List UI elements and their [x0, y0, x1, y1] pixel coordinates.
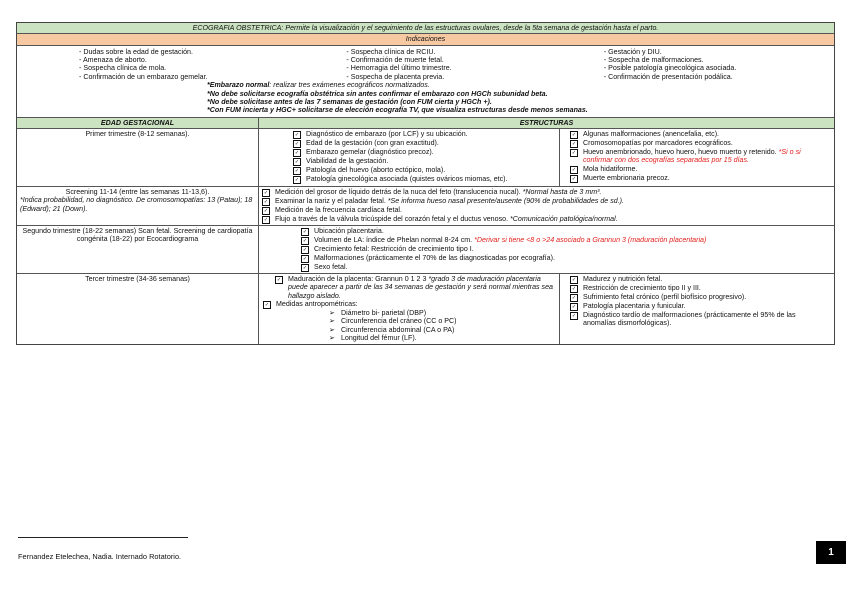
measure-item: ➢ Diámetro bi- parietal (DBP) [329, 309, 427, 318]
checkbox-icon: ✓ [302, 255, 308, 262]
checkbox-icon: ✓ [571, 294, 577, 301]
warning-note: *Derivar si tiene <8 o >24 asociado a Grannun 3 (maduración placentaria) [474, 235, 707, 244]
indication-item: - Gestación y DIU. [603, 47, 662, 56]
checkbox-icon: ✓ [571, 285, 577, 292]
list-item: ✓ Embarazo gemelar (diagnóstico precoz). [294, 147, 434, 156]
checkbox-icon: ✓ [571, 140, 577, 147]
header-gestational-age: EDAD GESTACIONAL [17, 118, 259, 128]
indication-item: - Confirmación de presentación podálica. [603, 72, 733, 81]
indication-item: - Hemorragia del último trimestre. [346, 64, 452, 73]
list-item: ✓ Patología placentaria y funicular. [571, 301, 686, 310]
list-item: ✓ Restricción de crecimiento tipo II y III. [571, 283, 701, 292]
list-item: ✓ Volumen de LA: índice de Phelan normal 8-24 cm. *Derivar si tiene <8 o >24 asociado a Grannun 3 (maduración placentaria) [302, 235, 707, 244]
list-item: ✓ Medidas antropométricas: [264, 300, 358, 309]
screening-items [259, 187, 834, 225]
footer-author: Fernandez Etelechea, Nadia. Internado Rotatorio. [18, 552, 182, 561]
title-label: ECOGRAFIA OBSTETRICA: [192, 24, 284, 32]
checkbox-icon: ✓ [294, 140, 300, 147]
indications-heading-row [17, 34, 834, 45]
indication-item: - Sospecha clínica de RCIU. [346, 47, 436, 56]
footer-divider [18, 537, 188, 538]
list-item: ✓ Mola hidatiforme. [571, 164, 638, 173]
note: *No debe solicitase antes de las 7 semanas de gestación (con FUM cierta y HGCh +). [207, 97, 492, 106]
list-item: ✓ Huevo anembrionado, huevo huero, huevo muerto y retenido. *Si o si confirmar con dos ecografías separadas por 15 días. [571, 147, 801, 165]
checkbox-icon: ✓ [263, 207, 269, 214]
first-trimester-right [560, 129, 834, 186]
list-item: ✓ Medición de la frecuencia cardíaca fetal. [263, 205, 402, 214]
indications-row [17, 46, 834, 118]
indications-col-2 [290, 48, 559, 81]
checkbox-icon: ✓ [302, 237, 308, 244]
indications-heading: Indicaciones [17, 34, 834, 44]
list-item: ✓ Sufrimiento fetal crónico (perfil biofísico progresivo). [571, 292, 747, 301]
indications-col-1 [21, 48, 290, 81]
indication-item: - Sospecha de malformaciones. [603, 56, 704, 65]
list-item: ✓ Cromosomopatías por marcadores ecográficos. [571, 138, 733, 147]
first-trimester-title: Primer trimestre (8-12 semanas). [17, 129, 259, 186]
list-item: ✓ Maduración de la placenta: Grannun 0 1 2 3 *grado 3 de maduración placentaria puede aparecer a partir de las 34 semanas de gestación y será normal mientras sea hallazgo aislado. [276, 274, 553, 300]
second-trimester-row [17, 226, 834, 274]
note: *Embarazo normal: realizar tres exámenes ecográficos normatizados. [207, 81, 430, 90]
checkbox-icon: ✓ [302, 246, 308, 253]
second-trimester-title: Segundo trimestre (18-22 semanas) Scan fetal. Screening de cardiopatía congénita (18-22) por Ecocardiograma [17, 226, 259, 273]
checkbox-icon: ✓ [294, 167, 300, 174]
measure-item: ➢ Circunferencia del cráneo (CC o PC) [329, 317, 457, 326]
checkbox-icon: ✓ [302, 264, 308, 271]
arrow-bullet-icon: ➢ [329, 334, 335, 343]
list-item: ✓ Madurez y nutrición fetal. [571, 274, 663, 283]
first-trimester-left [259, 129, 560, 186]
checkbox-icon: ✓ [571, 276, 577, 283]
title-row [17, 23, 834, 34]
checkbox-icon: ✓ [276, 276, 282, 283]
page-number: 1 [816, 541, 846, 564]
list-item: ✓ Examinar la nariz y el paladar fetal. *Se informa hueso nasal presente/ausente (90% de probabilidades de sd.). [263, 196, 624, 205]
list-item: ✓ Viabilidad de la gestación. [294, 156, 389, 165]
list-item: ✓ Medición del grosor de líquido detrás de la nuca del feto (translucencia nucal). *Normal hasta de 3 mm³. [263, 187, 602, 196]
checkbox-icon: ✓ [294, 158, 300, 165]
checkbox-icon: ✓ [294, 149, 300, 156]
indication-item: - Sospecha clínica de mola. [79, 64, 167, 73]
list-item: ✓ Crecimiento fetal: Restricción de crecimiento tipo I. [302, 244, 474, 253]
header-structures: ESTRUCTURAS [519, 118, 574, 127]
checkbox-icon: ✓ [294, 131, 300, 138]
arrow-bullet-icon: ➢ [329, 309, 335, 318]
third-trimester-row [17, 274, 834, 345]
arrow-bullet-icon: ➢ [329, 317, 335, 326]
list-item: ✓ Sexo fetal. [302, 262, 348, 271]
third-trimester-left [259, 274, 560, 345]
measure-item: ➢ Longitud del fémur (LF). [329, 334, 417, 343]
list-item: ✓ Malformaciones (prácticamente el 70% de las diagnosticadas por ecografía). [302, 253, 555, 262]
indication-item: - Sospecha de placenta previa. [346, 72, 445, 81]
checkbox-icon: ✓ [571, 303, 577, 310]
list-item: ✓ Patología ginecológica asociada (quistes ováricos miomas, etc). [294, 174, 508, 183]
warning-note: *Si o si confirmar con dos ecografías separadas por 15 días. [583, 147, 801, 165]
third-trimester-title: Tercer trimestre (34-36 semanas) [17, 274, 259, 345]
arrow-bullet-icon: ➢ [329, 325, 335, 334]
checkbox-icon: ✓ [302, 228, 308, 235]
obstetric-ultrasound-table [16, 22, 835, 345]
list-item: ✓ Ubicación placentaria. [302, 226, 384, 235]
table-header-row [17, 118, 834, 129]
checkbox-icon: ✓ [571, 166, 577, 173]
measure-item: ➢ Circunferencia abdominal (CA o PA) [329, 325, 455, 334]
indication-item: - Posible patología ginecológica asociada. [603, 64, 737, 73]
list-item: ✓ Flujo a través de la válvula tricúspide del corazón fetal y el ductus venoso. *Comunicación patológica/normal. [263, 214, 618, 223]
list-item: ✓ Edad de la gestación (con gran exactitud). [294, 138, 439, 147]
indication-notes [21, 81, 830, 114]
checkbox-icon: ✓ [263, 198, 269, 205]
indication-item: - Dudas sobre la edad de gestación. [79, 47, 193, 56]
note: *Con FUM incierta y HGC+ solicitarse de elección ecografía TV, que visualiza estructuras desde menos semanas. [207, 106, 588, 115]
third-trimester-right [560, 274, 834, 345]
checkbox-icon: ✓ [294, 176, 300, 183]
indication-item: - Amenaza de aborto. [79, 56, 147, 65]
list-item: ✓ Algunas malformaciones (anencefalia, etc). [571, 129, 720, 138]
indications-col-3 [560, 48, 829, 81]
checkbox-icon: ✓ [263, 216, 269, 223]
checkbox-icon: ✓ [571, 149, 577, 156]
second-trimester-items [259, 226, 834, 273]
title-description: Permite la visualización y el seguimiento de las estructuras ovulares, desde la 5ta semana de gestación hasta el parto. [283, 24, 659, 32]
list-item: ✓ Muerte embrionaria precoz. [571, 173, 670, 182]
checkbox-icon: ✓ [571, 312, 577, 319]
checkbox-icon: ✓ [571, 175, 577, 182]
checkbox-icon: ✓ [264, 302, 270, 309]
screening-row [17, 187, 834, 226]
note: *No debe solicitarse ecografía obstétrica sin antes confirmar el embarazo con HGCh subunidad beta. [207, 89, 548, 98]
checkbox-icon: ✓ [571, 131, 577, 138]
screening-note: *Indica probabilidad, no diagnóstico. De cromosomopatías: 13 (Patau); 18 (Edward); 21 (Down). [20, 196, 253, 213]
indication-item: - Confirmación de muerte fetal. [346, 56, 444, 65]
list-item: ✓ Patología del huevo (aborto ectópico, mola). [294, 165, 446, 174]
first-trimester-row [17, 129, 834, 187]
screening-title: Screening 11-14 (entre las semanas 11-13,6). [65, 187, 210, 196]
checkbox-icon: ✓ [263, 189, 269, 196]
list-item: ✓ Diagnóstico de embarazo (por LCF) y su ubicación. [294, 129, 468, 138]
list-item: ✓ Diagnóstico tardío de malformaciones (prácticamente el 95% de las anomalías dismorfológicas). [571, 310, 796, 328]
indication-item: - Confirmación de un embarazo gemelar. [79, 72, 208, 81]
